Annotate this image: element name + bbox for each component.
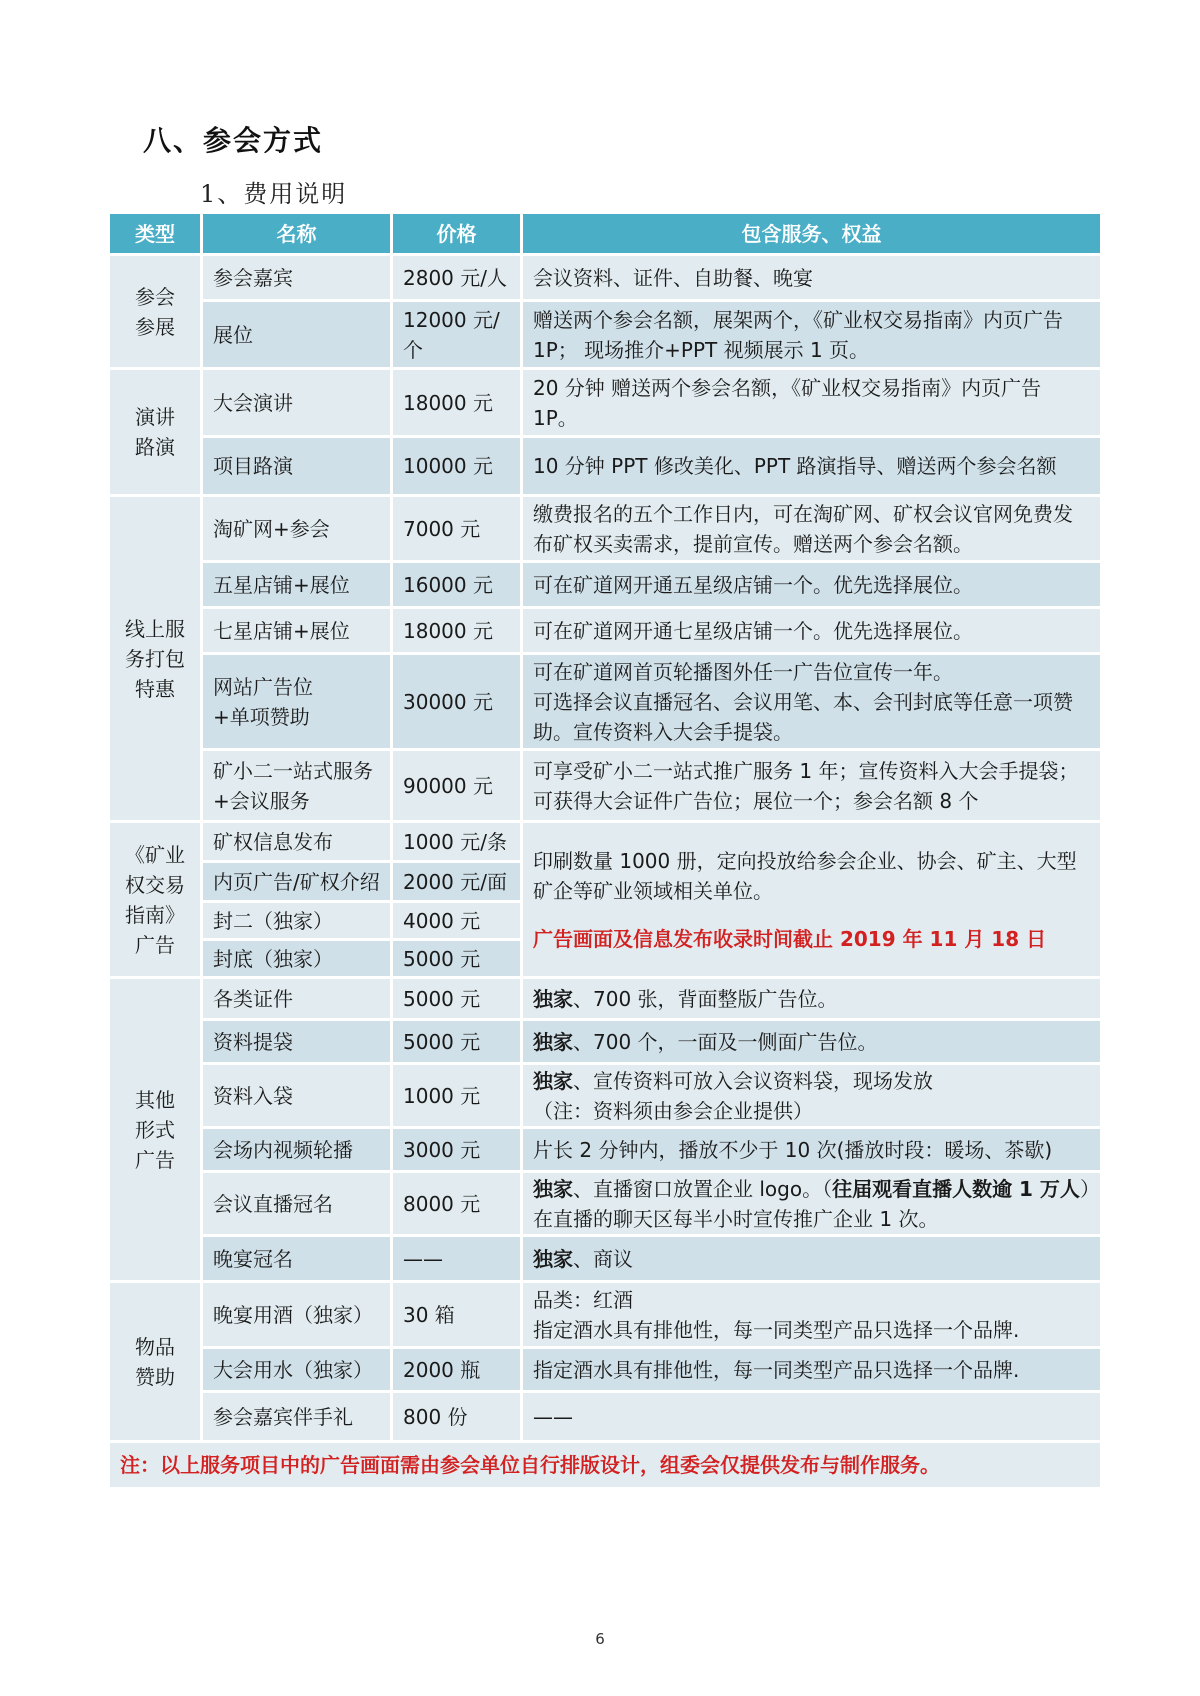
- row-price: 12000 元/个: [392, 301, 522, 369]
- table-row: [109, 750, 1102, 822]
- row-price: 1000 元/条: [392, 822, 522, 862]
- row-service: 可享受矿小二一站式推广服务 1 年；宣传资料入大会手提袋；可获得大会证件广告位；展位一个；参会名额 8 个: [533, 758, 1079, 813]
- row-service: 指定酒水具有排他性，每一同类型产品只选择一个品牌.: [522, 1348, 1102, 1392]
- table-row: [109, 1064, 1102, 1128]
- guide-ad-deadline: 广告画面及信息发布收录时间截止 2019 年 11 月 18 日: [533, 926, 1047, 951]
- header-price: 价格: [392, 213, 522, 255]
- row-name-line: +单项赞助: [213, 704, 310, 729]
- row-service: [522, 1172, 1102, 1236]
- row-name: 展位: [202, 301, 392, 369]
- header-name: 名称: [202, 213, 392, 255]
- row-service: [522, 1236, 1102, 1282]
- group-guide-ads: 《矿业权交易指南》广告: [109, 822, 202, 978]
- row-service-cell: [522, 750, 1102, 822]
- row-service: 片长 2 分钟内，播放不少于 10 次(播放时段：暖场、茶歇): [533, 1137, 1053, 1162]
- row-service: ——: [522, 1392, 1102, 1442]
- row-price: 5000 元: [392, 940, 522, 978]
- table-row: [109, 1128, 1102, 1172]
- row-name: 晚宴冠名: [202, 1236, 392, 1282]
- row-service-line: 可选择会议直播冠名、会议用笔、本、会刊封底等任意一项赞助。宣传资料入大会手提袋。: [533, 689, 1073, 744]
- row-name: 参会嘉宾伴手礼: [202, 1392, 392, 1442]
- subsection-title: 1、费用说明: [200, 180, 348, 208]
- table-row: [109, 1392, 1102, 1442]
- row-service: 会议资料、证件、自助餐、晚宴: [522, 255, 1102, 301]
- row-service: 缴费报名的五个工作日内，可在淘矿网、矿权会议官网免费发布矿权买卖需求，提前宣传。赠送两个参会名额。: [522, 496, 1102, 562]
- row-price: 2000 元/面: [392, 862, 522, 902]
- row-name: [202, 654, 392, 750]
- row-service-line: [533, 1066, 1090, 1096]
- group-other-ads: 其他形式广告: [109, 978, 202, 1282]
- header-type: 类型: [109, 213, 202, 255]
- row-price: 5000 元: [392, 1020, 522, 1064]
- row-name: 内页广告/矿权介绍: [202, 862, 392, 902]
- row-service-line: （注：资料须由参会企业提供）: [533, 1098, 813, 1123]
- row-price: 90000 元: [392, 750, 522, 822]
- row-name-line: 矿小二一站式服务: [213, 758, 373, 783]
- page-number: 6: [595, 1630, 605, 1648]
- row-price: 30 箱: [392, 1282, 522, 1348]
- row-price: 2000 瓶: [392, 1348, 522, 1392]
- row-name-line: +会议服务: [213, 788, 310, 813]
- row-service: [522, 1020, 1102, 1064]
- guide-ad-description: 印刷数量 1000 册，定向投放给参会企业、协会、矿主、大型矿企等矿业领域相关单位。: [533, 848, 1077, 903]
- row-name: 大会用水（独家）: [202, 1348, 392, 1392]
- row-name: 五星店铺+展位: [202, 562, 392, 608]
- row-service-text: 、700 张，背面整版广告位。: [573, 986, 838, 1011]
- table-row: [109, 1236, 1102, 1282]
- note-row: [109, 1442, 1102, 1489]
- section-title: 八、参会方式: [143, 124, 324, 157]
- row-service-line: 品类：红酒: [533, 1287, 633, 1312]
- table-row: [109, 1282, 1102, 1348]
- row-price: 3000 元: [392, 1128, 522, 1172]
- row-service-text: 、直播窗口放置企业 logo。（: [573, 1176, 833, 1201]
- row-service: 20 分钟 赠送两个参会名额，《矿业权交易指南》内页广告 1P。: [522, 369, 1102, 437]
- row-name: 项目路演: [202, 437, 392, 496]
- group-online-bundle: 线上服务打包特惠: [109, 496, 202, 822]
- row-name: 矿权信息发布: [202, 822, 392, 862]
- row-name: 大会演讲: [202, 369, 392, 437]
- group-goods-sponsor: 物品赞助: [109, 1282, 202, 1442]
- row-service-line: 可在矿道网首页轮播图外任一广告位宣传一年。: [533, 659, 953, 684]
- row-price: 5000 元: [392, 978, 522, 1020]
- group-attend-exhibit: 参会参展: [109, 255, 202, 369]
- exclusive-label: 独家: [533, 986, 573, 1011]
- table-row: [109, 369, 1102, 437]
- group-speech-roadshow: 演讲路演: [109, 369, 202, 496]
- row-name-line: 网站广告位: [213, 674, 313, 699]
- guide-ad-service: [522, 822, 1102, 978]
- table-note: 注：以上服务项目中的广告画面需由参会单位自行排版设计，组委会仅提供发布与制作服务。: [120, 1453, 940, 1477]
- row-price: 8000 元: [392, 1172, 522, 1236]
- row-service: [522, 1282, 1102, 1348]
- row-name: 淘矿网+参会: [202, 496, 392, 562]
- table-row: [109, 822, 1102, 862]
- table-row: [109, 654, 1102, 750]
- table-row: [109, 1172, 1102, 1236]
- row-name: 参会嘉宾: [202, 255, 392, 301]
- table-row: [109, 1020, 1102, 1064]
- row-price: 2800 元/人: [392, 255, 522, 301]
- fee-table: [107, 211, 1103, 1490]
- table-row: [109, 978, 1102, 1020]
- table-row: [109, 496, 1102, 562]
- row-service: [522, 654, 1102, 750]
- row-service-text: 、宣传资料可放入会议资料袋，现场发放: [573, 1068, 933, 1093]
- row-price: 18000 元: [392, 608, 522, 654]
- row-price: 10000 元: [392, 437, 522, 496]
- row-service: 可在矿道网开通七星级店铺一个。优先选择展位。: [522, 608, 1102, 654]
- table-row: [109, 301, 1102, 369]
- table-header-row: [109, 213, 1102, 255]
- row-service-text: ）在直播的聊天区每半小时宣传推广企业 1 次。: [533, 1176, 1090, 1231]
- row-name: 七星店铺+展位: [202, 608, 392, 654]
- row-price: 30000 元: [392, 654, 522, 750]
- header-service: 包含服务、权益: [522, 213, 1102, 255]
- row-name: 会议直播冠名: [202, 1172, 392, 1236]
- row-price: 800 份: [392, 1392, 522, 1442]
- row-service: 赠送两个参会名额，展架两个，《矿业权交易指南》内页广告 1P； 现场推介+PPT 视频展示 1 页。: [522, 301, 1102, 369]
- exclusive-label: 独家: [533, 1029, 573, 1054]
- exclusive-label: 独家: [533, 1246, 573, 1271]
- note-cell: [109, 1442, 1102, 1489]
- row-price: 1000 元: [392, 1064, 522, 1128]
- exclusive-label: 独家: [533, 1068, 573, 1093]
- exclusive-label: 独家: [533, 1176, 573, 1201]
- row-name: 各类证件: [202, 978, 392, 1020]
- row-name: 晚宴用酒（独家）: [202, 1282, 392, 1348]
- row-service-line: 指定酒水具有排他性，每一同类型产品只选择一个品牌.: [533, 1317, 1020, 1342]
- row-service: [522, 978, 1102, 1020]
- row-name: 资料提袋: [202, 1020, 392, 1064]
- row-name: [202, 750, 392, 822]
- row-service-cell: [522, 1128, 1102, 1172]
- table-row: [109, 437, 1102, 496]
- table-row: [109, 562, 1102, 608]
- row-service: 10 分钟 PPT 修改美化、PPT 路演指导、赠送两个参会名额: [522, 437, 1102, 496]
- row-price: 16000 元: [392, 562, 522, 608]
- row-service-highlight: 往届观看直播人数逾 1 万人: [832, 1176, 1080, 1201]
- row-price: 18000 元: [392, 369, 522, 437]
- table-row: [109, 255, 1102, 301]
- row-name: 封底（独家）: [202, 940, 392, 978]
- row-service: 可在矿道网开通五星级店铺一个。优先选择展位。: [522, 562, 1102, 608]
- row-service-text: 、商议: [573, 1246, 633, 1271]
- row-service: [522, 1064, 1102, 1128]
- row-name: 会场内视频轮播: [202, 1128, 392, 1172]
- row-price: 7000 元: [392, 496, 522, 562]
- row-name: 封二（独家）: [202, 902, 392, 940]
- row-price: ——: [392, 1236, 522, 1282]
- table-row: [109, 1348, 1102, 1392]
- row-price: 4000 元: [392, 902, 522, 940]
- row-service-text: 、700 个，一面及一侧面广告位。: [573, 1029, 878, 1054]
- row-name: 资料入袋: [202, 1064, 392, 1128]
- table-row: [109, 608, 1102, 654]
